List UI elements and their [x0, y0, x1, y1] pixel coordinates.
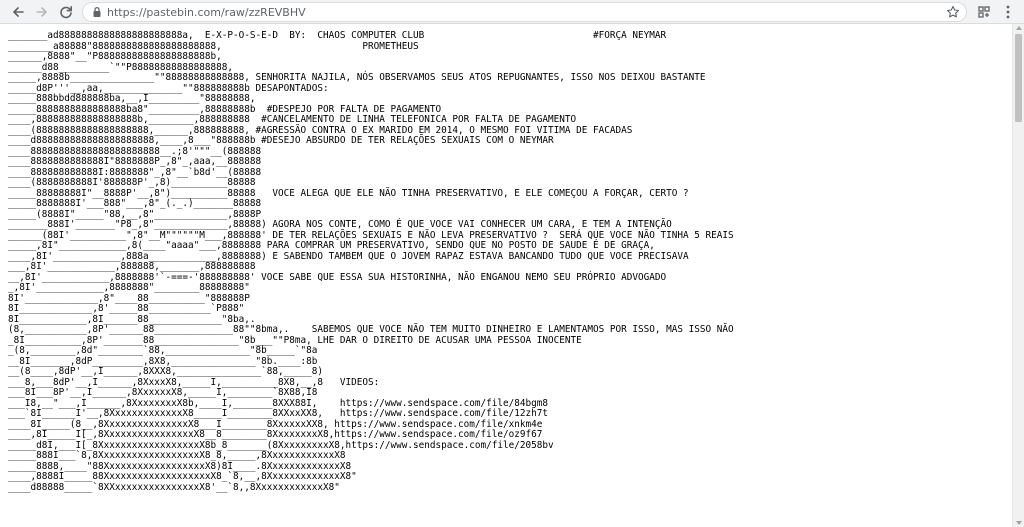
paste-line: ___8I___8P'__,I______,8XxxxxxX8,_____I,________`8X88,I8 [8, 387, 318, 398]
paste-line: ___`8I______I'__,8XxxxxxxxxxxxxX8_____I________8XXxxXX8, https://www.sendspace.com/file/12zh7t [8, 408, 549, 419]
paste-line: _____88888888I"__8888P'__,8")__________88888 VOCE ALEGA QUE ELE NÃO TINHA PRESERVATIVO, E ELE COMEÇOU A FORÇAR, CERTO ? [8, 187, 689, 199]
menu-icon[interactable] [1000, 4, 1016, 20]
paste-line: _____888I___`8,8XxxxxxxxxxxxxxxxxxX8_8,_____,8XxxxxxxxxxxxX8 [8, 450, 346, 461]
scroll-up-icon[interactable] [1016, 26, 1022, 30]
lock-icon[interactable] [91, 6, 103, 18]
paste-line: ______(88I'__________",8"__M""""""M___,888888' DE TER RELAÇÕES SEXUAIS E NÃO LEVA PRESERVATIVO ? SERÁ QUE VOCE NÃO TINHA 5 REAIS [8, 229, 734, 241]
extension-icon[interactable] [976, 4, 992, 20]
paste-line: ________a88888"8888888888888888888888, PROMETHEUS [8, 40, 419, 52]
page-content [0, 24, 1012, 527]
scroll-down-icon[interactable] [1016, 521, 1022, 525]
paste-line: __8I_______,8dP_________,8X8,_______________"8b.____:8b [8, 355, 318, 367]
paste-line: ____d888888888888888888888,____,8___"888888b #DESEJO ABSURDO DE TER RELAÇÕES SEXUAIS COM O NEYMAR [8, 135, 554, 146]
paste-line: ____d88888_____`8XXxxxxxxxxxxxxxxxX8'__`8,,8XxxxxxxxxxxxX8" [8, 481, 340, 493]
paste-line: _____888bbdd888888ba,__,I_________"88888888, [8, 93, 256, 104]
paste-line: _____,8888b_______________""88888888888888, SENHORITA NAJILA, NÓS OBSERVAMOS SEUS ATOS REPUGNANTES, ISSO NOS DEIXOU BASTANTE [8, 72, 706, 83]
paste-raw-text [0, 24, 1012, 493]
paste-line: ____888888888888I:8888888"_,8"__`b8d'__(88888 [8, 166, 262, 178]
paste-line: _______888I'_______"P8_,8"_____________,88888) AGORA NOS CONTE, COMO É QUE VOCE VAI CONHECER UM CARA, E TEM A INTENÇÃO [8, 219, 672, 230]
paste-line: ____8888888888888I"8888888P_,8"_,aaa,__888888 [8, 156, 262, 167]
paste-line: __(8____,8dP'__,I______,8XXX8,_______________`88,_____8) [8, 366, 324, 377]
forward-button[interactable] [32, 2, 52, 22]
paste-line: ______d88_________`""P88888888888888888, [8, 61, 234, 73]
paste-line: 8I_____________,8'_____88___________`P888" [8, 303, 245, 314]
paste-line: _(8,________,8d"________`88,_______________"8b_____`"8a [8, 345, 318, 356]
paste-line: ___,8I'____________,888888,_______,888888888 [8, 261, 256, 272]
paste-line: (8,___________,8P'______88______________88""8bma,. SABEMOS QUE VOCE NÃO TEM MUITO DINHEIRO E LAMENTAMOS POR ISSO, MAS ISSO NÃO [8, 324, 734, 335]
reload-button[interactable] [56, 2, 76, 22]
paste-line: _____8888,____"88XxxxxxxxxxxxxxxxxxX8)8I____.8XxxxxxxxxxxxxX8 [8, 460, 352, 472]
paste-line: ____(88888888888888888888,______,888888888, #AGRESSÃO CONTRA O EX MARIDO EM 2014, O MESMO FOI VITIMA DE FACADAS [8, 124, 633, 136]
reload-icon [59, 5, 73, 19]
paste-line: ____88888888888888888888888__.;8'"""__(888888 [8, 145, 262, 157]
paste-line: _____(8888I"_____"88,__,8"_____________,8888P [8, 208, 262, 220]
paste-line: ____8I_____(8__,8XxxxxxxxxxxxxxxX8___I________8XxxxxxXX8, https://www.sendspace.com/file/xnkm4e [8, 418, 543, 430]
vertical-scrollbar[interactable] [1012, 24, 1024, 527]
paste-line: _____8888888I'___888"___,8"_(._.)_______88888 [8, 198, 262, 209]
paste-line: _8I__________,8P'_______88_______________"8b___""P8ma, LHE DAR O DIREITO DE ACUSAR UMA PESSOA INOCENTE [8, 334, 582, 346]
paste-line: ____(8888888888I'888888P'_,8)__________88888 [8, 177, 256, 188]
paste-line: ______,8888"__"P88888888888888888888b, [8, 51, 222, 62]
paste-line: ___8,___8dP'__,I______,8XxxxX8,_____I,__________8X8,__,8 VIDEOS: [8, 376, 380, 388]
scrollbar-thumb[interactable] [1015, 34, 1022, 122]
paste-line: _____d8I,___I[_8XxxxxxxxxxxxxxxxxxX8b_8_______(8XxxxxxxxxX8,https://www.sendspace.com/file/2058bv [8, 439, 554, 451]
paste-line: _____,8I"____________,8(____"aaaa"___,8888888 PARA COMPRAR UM PRESERVATIVO, SENDO QUE NO POSTO DE SAUDE É DE GRAÇA, [8, 240, 655, 251]
star-icon[interactable] [946, 5, 960, 19]
address-bar[interactable] [82, 2, 967, 22]
paste-line: ____,888888888888888888b,________,888888888 #CANCELAMENTO DE LINHA TELEFONICA POR FALTA DE PAGAMENTO [8, 114, 577, 125]
paste-line: ___I8,__"___,I______,8XxxxxxxxX8b,____I,_______8XXX88I, https://www.sendspace.com/file/84bgm8 [8, 397, 549, 409]
paste-line: ____,8888I_____88XxxxxxxxxxxxxxxxxxxX8_`8,__,8XxxxxxxxxxxxxX8" [8, 471, 357, 482]
url-text[interactable]: https://pastebin.com/raw/zzREVBHV [107, 6, 306, 19]
paste-line: __,8I'____________,8888888'`-===-'888888888' VOCE SABE QUE ESSA SUA HISTORINHA, NÃO ENGANOU NEMO SEU PRÓPRIO ADVOGADO [8, 271, 667, 283]
paste-line: ____,8I_____I[_,8XxxxxxxxxxxxxxxxX8__8________8XxxxxxxxX8,https://www.sendspace.com/file/oz9f67 [8, 429, 543, 440]
browser-toolbar [0, 0, 1024, 24]
paste-line: _____8888888888888888ba8"_________,88888888b #DESPEJO POR FALTA DE PAGAMENTO [8, 103, 442, 115]
back-button[interactable] [8, 2, 28, 22]
paste-line: _,8I'____________,8888888"________88888888" [8, 282, 250, 293]
back-arrow-icon [11, 5, 25, 19]
paste-line: 8I____________,8I______88_____________"8ba,. [8, 313, 256, 325]
paste-line: _______ad8888888888888888888888a, E-X-P-O-S-E-D BY: CHAOS COMPUTER CLUB #FORÇA NEYMAR [8, 30, 667, 41]
forward-arrow-icon [35, 5, 49, 19]
paste-line: _____d8P'''__,aa,______________""888888888b DESAPONTADOS: [8, 82, 329, 94]
paste-line: 8I'_____________,8"____88__________"888888P [8, 292, 250, 304]
paste-line: ____,8I'____________,888a____________,8888888) E SABENDO TAMBEM QUE O JOVEM RAPAZ ESTAVA BANCANDO TUDO QUE VOCE PRECISAVA [8, 250, 689, 262]
